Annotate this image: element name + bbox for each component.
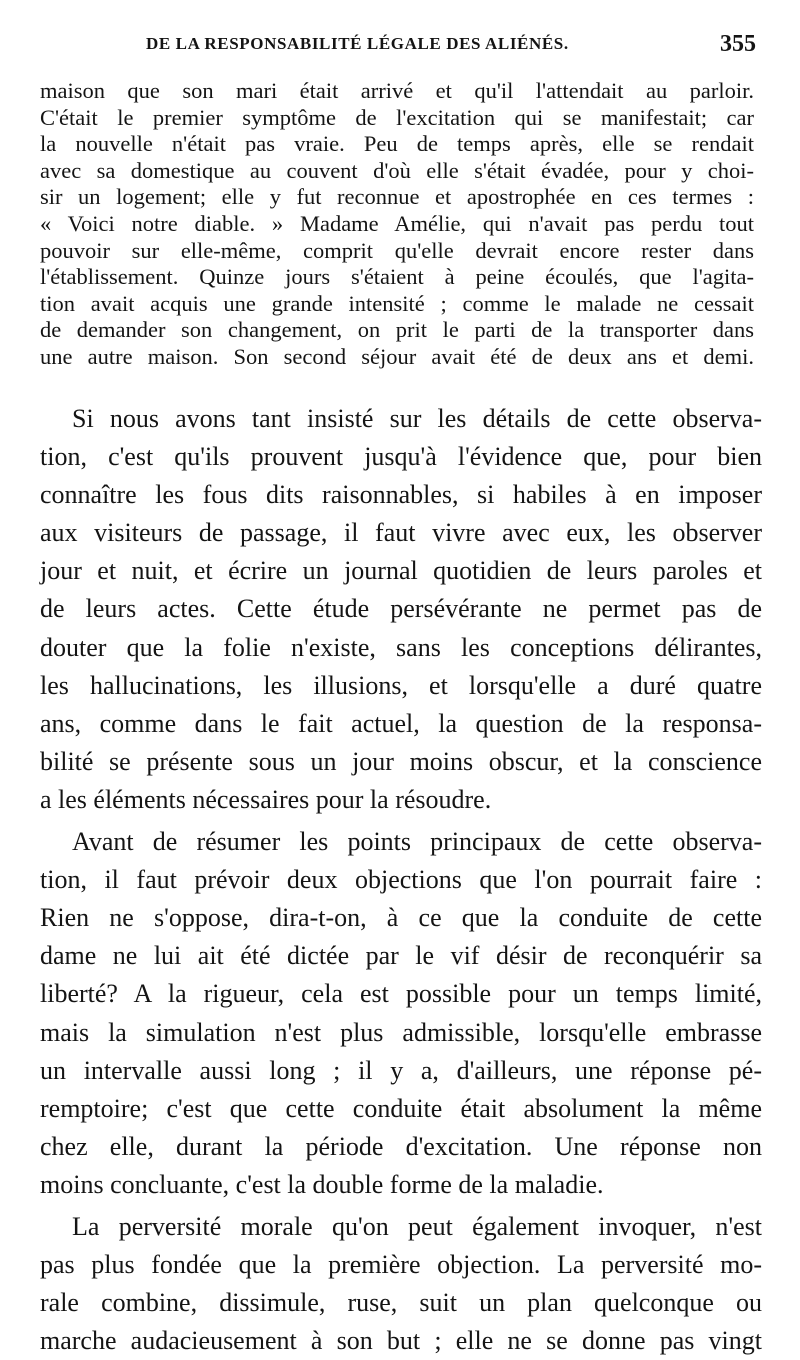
text-line: « Voici notre diable. » Madame Amélie, qui n'avait pas perdu tout (40, 210, 754, 236)
paragraph-continuation (40, 78, 754, 371)
page-number: 355 (720, 31, 756, 57)
text-line: avec sa domestique au couvent d'où elle s'était évadée, pour y choi- (40, 157, 754, 183)
text-line: les hallucinations, les illusions, et lorsqu'elle a duré quatre (40, 670, 762, 700)
text-line: Avant de résumer les points principaux de cette observa- (72, 827, 762, 857)
text-line: remptoire; c'est que cette conduite était absolument la même (40, 1093, 762, 1123)
text-line: l'établissement. Quinze jours s'étaient à peine écoulés, que l'agita- (40, 264, 754, 290)
text-line: pas plus fondée que la première objection. La perversité mo- (40, 1250, 762, 1280)
text-line: liberté? A la rigueur, cela est possible pour un temps limité, (40, 979, 762, 1009)
text-line: connaître les fous dits raisonnables, si habiles à en imposer (40, 480, 762, 510)
text-line: maison que son mari était arrivé et qu'il l'attendait au parloir. (40, 78, 754, 103)
text-line: moins concluante, c'est la double forme de la maladie. (40, 1169, 604, 1199)
running-head (40, 31, 756, 74)
text-line: mais la simulation n'est plus admissible, lorsqu'elle embrasse (40, 1017, 762, 1047)
text-line: Si nous avons tant insisté sur les détails de cette observa- (72, 404, 762, 433)
text-line: aux visiteurs de passage, il faut vivre avec eux, les observer (40, 518, 762, 548)
text-line: tion, c'est qu'ils prouvent jusqu'à l'évidence que, pour bien (40, 442, 762, 472)
text-line: douter que la folie n'existe, sans les conceptions délirantes, (40, 632, 762, 662)
running-title: DE LA RESPONSABILITÉ LÉGALE DES ALIÉNÉS. (146, 34, 569, 53)
text-line: jour et nuit, et écrire un journal quotidien de leurs paroles et (40, 556, 762, 586)
text-line: marche audacieusement à son but ; elle ne se donne pas vingt (40, 1326, 762, 1356)
text-line: rale combine, dissimule, ruse, suit un plan quelconque ou (40, 1288, 762, 1318)
text-line: Rien ne s'oppose, dira-t-on, à ce que la conduite de cette (40, 903, 762, 933)
paragraph-observation (40, 400, 762, 819)
text-line: tion avait acquis une grande intensité ; comme le malade ne cessait (40, 290, 754, 316)
text-line: ans, comme dans le fait actuel, la question de la responsa- (40, 708, 762, 738)
text-line: chez elle, durant la période d'excitation. Une réponse non (40, 1131, 762, 1161)
text-line: a les éléments nécessaires pour la résoudre. (40, 784, 492, 814)
paragraph-objections (40, 823, 762, 1204)
text-line: la nouvelle n'était pas vraie. Peu de temps après, elle se rendait (40, 131, 754, 157)
body-text (40, 400, 762, 1360)
text-line: C'était le premier symptôme de l'excitation qui se manifestait; car (40, 104, 754, 130)
text-line: bilité se présente sous un jour moins obscur, et la conscience (40, 746, 762, 776)
text-line: tion, il faut prévoir deux objections que l'on pourrait faire : (40, 865, 762, 895)
text-line: sir un logement; elle y fut reconnue et apostrophée en ces termes : (40, 184, 754, 210)
text-line: de leurs actes. Cette étude persévérante ne permet pas de (40, 594, 762, 624)
text-line: une autre maison. Son second séjour avait été de deux ans et demi. (40, 343, 754, 369)
text-line: un intervalle aussi long ; il y a, d'ailleurs, une réponse pé- (40, 1055, 762, 1085)
paragraph-perversity (40, 1208, 762, 1360)
text-line: pouvoir sur elle-même, comprit qu'elle devrait encore rester dans (40, 237, 754, 263)
text-line: de demander son changement, on prit le parti de la transporter dans (40, 317, 754, 343)
text-line: La perversité morale qu'on peut également invoquer, n'est (72, 1211, 762, 1241)
text-line: dame ne lui ait été dictée par le vif désir de reconquérir sa (40, 941, 762, 971)
